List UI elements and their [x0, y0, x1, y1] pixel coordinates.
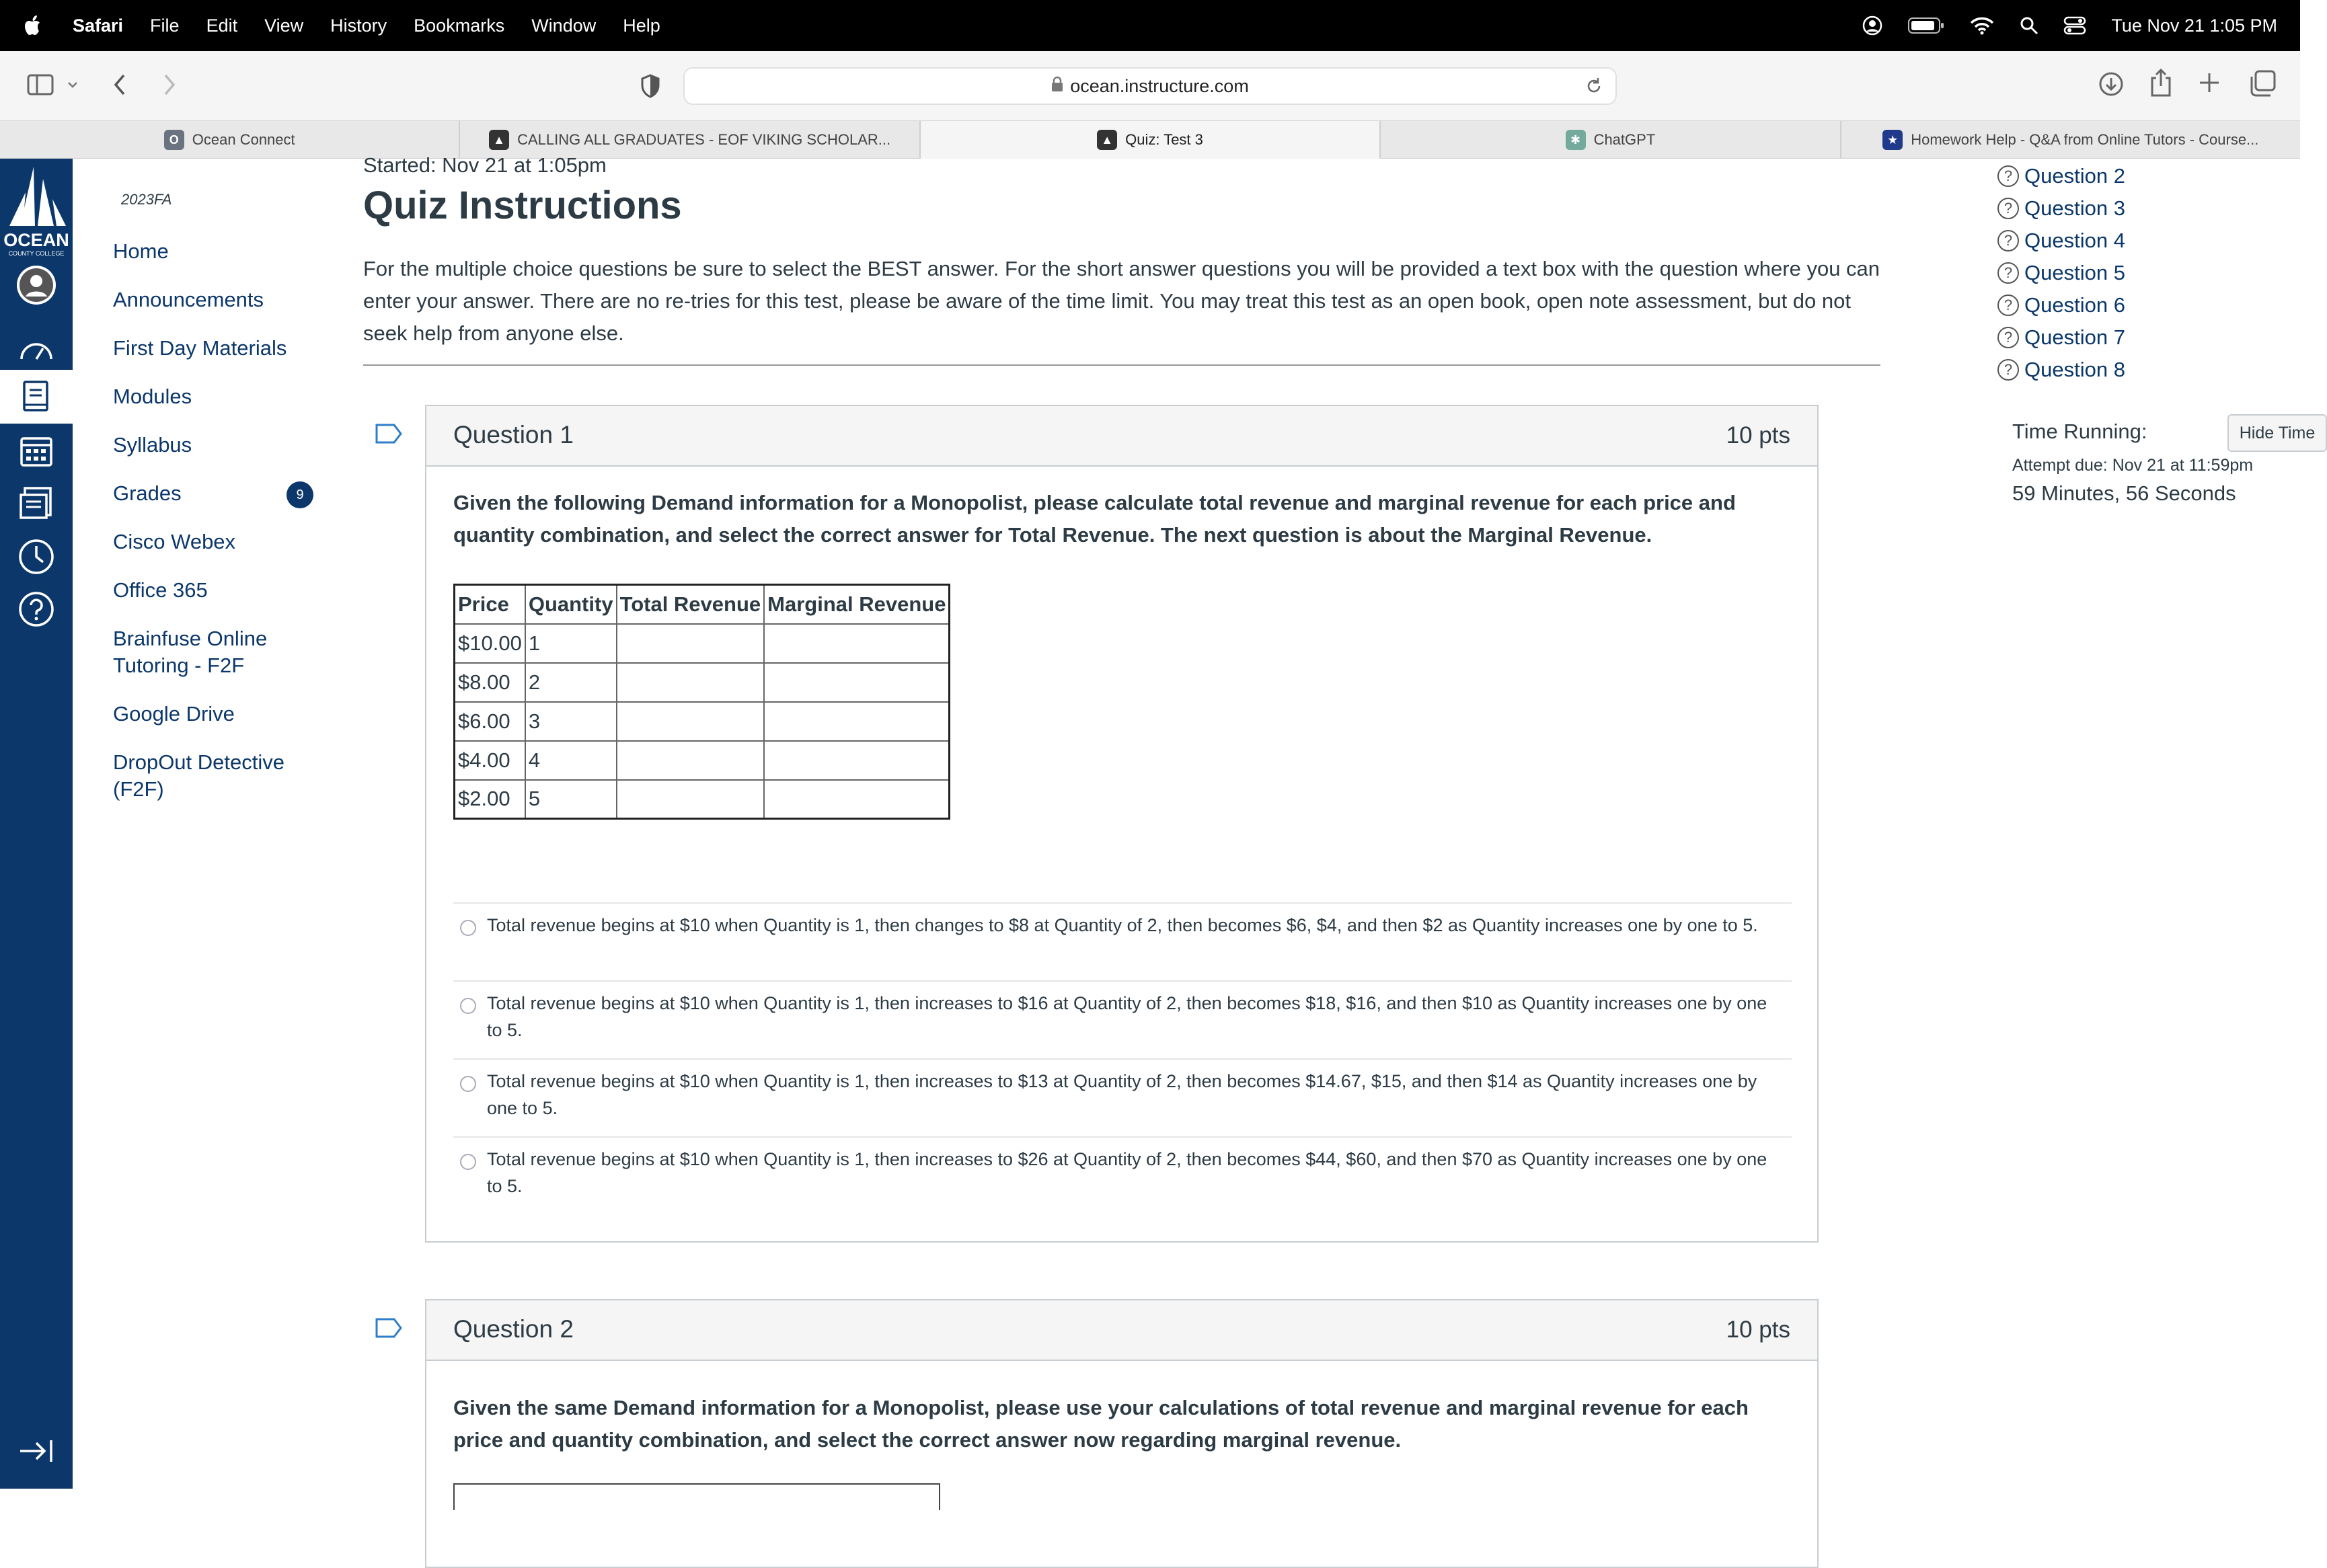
menubar-clock[interactable]: Tue Nov 21 1:05 PM [2111, 15, 2277, 36]
table-cell: 5 [525, 780, 617, 819]
tab-label: Quiz: Test 3 [1125, 131, 1203, 148]
quiz-sidebar [1950, 159, 2316, 1489]
browser-toolbar [0, 51, 2300, 121]
share-icon[interactable] [2149, 69, 2172, 97]
course-nav-syllabus[interactable]: Syllabus [113, 433, 192, 457]
privacy-shield-icon[interactable] [640, 74, 660, 98]
ocean-connect-icon: O [164, 130, 184, 150]
table-cell: $10.00 [455, 624, 525, 663]
table-cell [617, 663, 765, 702]
question-link-label: Question 8 [2024, 358, 2125, 381]
hide-time-button[interactable]: Hide Time [2227, 414, 2327, 452]
address-bar[interactable] [683, 67, 1617, 105]
help-icon[interactable] [15, 588, 58, 631]
table-row [455, 780, 950, 819]
divider [363, 364, 1880, 366]
question-link-5[interactable] [1997, 261, 2125, 285]
attempt-due: Attempt due: Nov 21 at 11:59pm [2012, 456, 2254, 475]
course-nav-first-day-materials[interactable]: First Day Materials [113, 336, 287, 360]
table-header: Total Revenue [617, 585, 765, 624]
dashboard-icon[interactable] [15, 328, 58, 371]
course-nav-grades[interactable]: Grades [113, 481, 182, 505]
answer-option-3[interactable] [453, 1058, 1792, 1136]
menu-edit[interactable]: Edit [206, 15, 238, 36]
answer-text: Total revenue begins at $10 when Quantity is 1, then changes to $8 at Quantity of 2, then becomes $6, $4, and then $2 as Quantity increases one by one to 5. [487, 915, 1758, 935]
table-cell [617, 780, 765, 819]
table-row [455, 624, 950, 663]
answer-option-2[interactable] [453, 980, 1792, 1058]
tab-label: ChatGPT [1593, 131, 1656, 148]
quiz-started-time: Started: Nov 21 at 1:05pm [363, 153, 607, 177]
apple-menu-icon[interactable] [24, 0, 59, 51]
course-term: 2023FA [121, 191, 172, 208]
page-title: Quiz Instructions [363, 184, 682, 227]
question-link-label: Question 4 [2024, 229, 2125, 252]
svg-text:COUNTY COLLEGE: COUNTY COLLEGE [8, 250, 65, 257]
tab-bar [0, 121, 2300, 159]
macos-menubar [0, 0, 2300, 51]
question-link-label: Question 7 [2024, 325, 2125, 349]
menu-view[interactable]: View [264, 15, 304, 36]
answer-option-1[interactable] [453, 902, 1792, 980]
question-mark-icon: ? [1997, 230, 2019, 251]
tab-overview-icon[interactable] [2249, 70, 2276, 97]
grades-count-badge: 9 [287, 481, 313, 508]
demand-table [453, 584, 950, 820]
table-cell [617, 741, 765, 780]
elapsed-time: 59 Minutes, 56 Seconds [2012, 481, 2236, 505]
answer-radio[interactable] [460, 998, 476, 1014]
question-mark-icon: ? [1997, 262, 2019, 284]
question-link-8[interactable] [1997, 358, 2125, 382]
answer-option-4[interactable] [453, 1136, 1792, 1214]
course-nav-modules[interactable]: Modules [113, 385, 192, 408]
question-link-6[interactable] [1997, 293, 2125, 317]
question-2 [425, 1299, 1819, 1568]
question-text: Given the same Demand information for a Monopolist, please use your calculations of total revenue and marginal revenue for each price and quantity combination, and select the correct answer now regarding marginal revenue. [453, 1396, 1749, 1452]
forward-arrow-icon[interactable] [161, 73, 178, 97]
question-points: 10 pts [1726, 1317, 1790, 1343]
course-nav-cisco-webex[interactable]: Cisco Webex [113, 530, 236, 553]
table-cell [617, 624, 765, 663]
downloads-icon[interactable] [2098, 71, 2124, 97]
table-row [455, 663, 950, 702]
course-nav-home[interactable]: Home [113, 239, 169, 263]
control-center-icon[interactable] [2064, 16, 2086, 35]
history-clock-icon[interactable] [15, 535, 58, 578]
collapse-nav-icon[interactable] [15, 1429, 58, 1473]
course-navigation [73, 159, 342, 1489]
question-mark-icon: ? [1997, 165, 2019, 187]
question-link-label: Question 3 [2024, 196, 2125, 220]
time-running-label: Time Running: [2012, 420, 2147, 443]
chevron-down-icon[interactable] [67, 81, 78, 89]
table-cell [764, 663, 950, 702]
battery-icon[interactable] [1908, 17, 1944, 34]
course-nav-announcements[interactable]: Announcements [113, 288, 264, 311]
tab-label: Ocean Connect [192, 131, 295, 148]
table-row [455, 741, 950, 780]
spotlight-search-icon[interactable] [2020, 16, 2038, 35]
tab-homework-help[interactable] [1841, 121, 2300, 159]
tab-quiz-test-3[interactable] [921, 121, 1381, 159]
menu-file[interactable]: File [150, 15, 180, 36]
table-cell [764, 624, 950, 663]
question-mark-icon: ? [1997, 359, 2019, 381]
new-tab-plus-icon[interactable] [2198, 71, 2221, 94]
ocean-college-logo[interactable] [0, 159, 73, 260]
question-points: 10 pts [1726, 422, 1790, 448]
tab-chatgpt[interactable] [1381, 121, 1841, 159]
demand-table-partial [453, 1483, 940, 1510]
chatgpt-icon: ✱ [1566, 130, 1586, 150]
user-account-icon[interactable] [1862, 15, 1882, 36]
question-link-label: Question 6 [2024, 293, 2125, 317]
question-mark-icon: ? [1997, 198, 2019, 219]
answer-text: Total revenue begins at $10 when Quantity is 1, then increases to $13 at Quantity of 2, then becomes $14.67, $15, and then $14 as Quantity increases one by one to 5. [487, 1071, 1757, 1118]
table-cell: 2 [525, 663, 617, 702]
menu-help[interactable]: Help [623, 15, 660, 36]
menu-bookmarks[interactable]: Bookmarks [414, 15, 505, 36]
question-link-2[interactable] [1997, 164, 2125, 188]
course-nav-google-drive[interactable]: Google Drive [113, 702, 235, 726]
question-number: Question 2 [453, 1315, 574, 1343]
table-cell: 4 [525, 741, 617, 780]
table-row [455, 702, 950, 741]
answer-radio[interactable] [460, 1076, 476, 1092]
account-avatar-icon[interactable] [15, 264, 58, 307]
table-cell [764, 741, 950, 780]
question-mark-icon: ? [1997, 295, 2019, 316]
question-text: Given the following Demand information for a Monopolist, please calculate total revenue and marginal revenue for each price and quantity combination, and select the correct answer for Total Revenue. The next question is about the Marginal Revenue. [453, 491, 1736, 547]
question-1 [425, 405, 1819, 1243]
flag-question-icon[interactable] [375, 1318, 402, 1338]
calendar-icon[interactable] [15, 429, 58, 472]
table-header: Marginal Revenue [764, 585, 950, 624]
svg-text:OCEAN: OCEAN [3, 230, 69, 250]
table-cell [764, 780, 950, 819]
question-list-clip [1991, 390, 2152, 401]
course-nav-brainfuse[interactable]: Brainfuse Online Tutoring - F2F [113, 627, 268, 677]
tab-label: CALLING ALL GRADUATES - EOF VIKING SCHOLAR... [517, 131, 891, 148]
wifi-icon[interactable] [1970, 16, 1994, 35]
url-text: ocean.instructure.com [1070, 75, 1249, 96]
question-header [426, 1300, 1817, 1361]
ocean-logo-icon: ▲ [1097, 130, 1117, 150]
question-number: Question 1 [453, 421, 574, 448]
sidebar-toggle-icon[interactable] [27, 71, 56, 98]
table-cell: $8.00 [455, 663, 525, 702]
question-link-3[interactable] [1997, 196, 2125, 221]
table-cell: $6.00 [455, 702, 525, 741]
table-header-row [455, 585, 950, 624]
table-cell: 1 [525, 624, 617, 663]
table-header: Quantity [525, 585, 617, 624]
question-mark-icon: ? [1997, 327, 2019, 348]
answer-radio[interactable] [460, 920, 476, 936]
table-header: Price [455, 585, 525, 624]
question-link-label: Question 5 [2024, 261, 2125, 284]
table-cell: $2.00 [455, 780, 525, 819]
global-navigation [0, 159, 73, 1489]
course-nav-dropout-detective[interactable]: DropOut Detective (F2F) [113, 750, 284, 801]
flag-question-icon[interactable] [375, 424, 402, 444]
menu-window[interactable]: Window [531, 15, 597, 36]
tab-label: Homework Help - Q&A from Online Tutors - Course... [1911, 131, 2259, 148]
menu-history[interactable]: History [330, 15, 387, 36]
question-link-4[interactable] [1997, 229, 2125, 253]
quiz-content [342, 153, 1889, 1489]
question-link-7[interactable] [1997, 325, 2125, 350]
courses-icon[interactable] [0, 370, 73, 424]
ocean-logo-icon: ▲ [489, 130, 509, 150]
table-cell [617, 702, 765, 741]
table-cell: $4.00 [455, 741, 525, 780]
back-arrow-icon[interactable] [112, 73, 128, 97]
menu-app-safari[interactable]: Safari [73, 15, 124, 36]
inbox-icon[interactable] [15, 481, 58, 524]
question-header [426, 406, 1817, 467]
quiz-instructions: For the multiple choice questions be sure to select the BEST answer. For the short answer questions you will be provided a text box with the question where you can enter your answer. There are no re-tries for this test, please be aware of the time limit. You may treat this test as an open book, open note assessment, but do not seek help from anyone else. [363, 257, 1880, 345]
course-nav-office-365[interactable]: Office 365 [113, 578, 208, 602]
answer-radio[interactable] [460, 1154, 476, 1170]
lock-icon [1051, 76, 1063, 97]
answer-text: Total revenue begins at $10 when Quantity is 1, then increases to $26 at Quantity of 2, then becomes $44, $60, and then $70 as Quantity increases one by one to 5. [487, 1149, 1767, 1196]
table-cell [764, 702, 950, 741]
reload-icon[interactable] [1585, 77, 1603, 100]
question-link-label: Question 2 [2024, 164, 2125, 188]
answer-text: Total revenue begins at $10 when Quantity is 1, then increases to $16 at Quantity of 2, then becomes $18, $16, and then $10 as Quantity increases one by one to 5. [487, 993, 1767, 1040]
table-cell: 3 [525, 702, 617, 741]
course-hero-icon: ★ [1882, 130, 1903, 150]
